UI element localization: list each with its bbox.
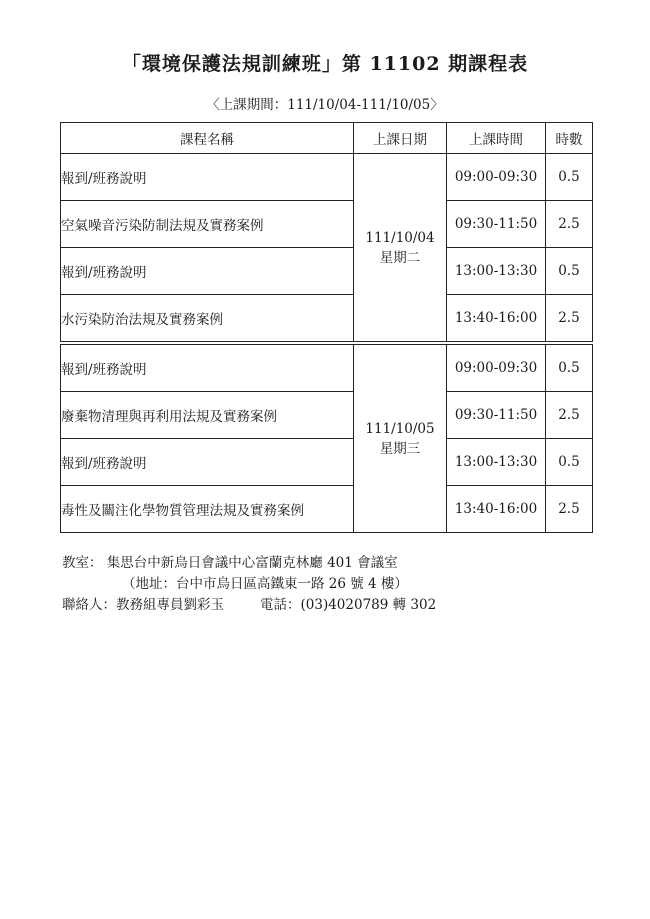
weekday: 星期二 [379,249,421,266]
course-name: 毒性及關注化學物質管理法規及實務案例 [61,486,354,533]
classroom-label: 教室： [62,555,103,571]
course-period: 〈上課期間：111/10/04-111/10/05〉 [206,97,444,113]
table-header-row [61,123,593,154]
session-time: 09:30-11:50 [447,201,546,248]
session-time: 13:00-13:30 [447,248,546,295]
session-time: 09:00-09:30 [447,154,546,201]
session-hours: 0.5 [546,154,593,201]
contact-line [62,595,436,616]
phone-value: (03)4020789 轉 302 [300,597,437,613]
weekday: 星期三 [379,440,421,457]
table-row [61,201,593,248]
session-time: 13:40-16:00 [447,486,546,533]
session-hours: 0.5 [546,439,593,486]
classroom-value: 集思台中新烏日會議中心富蘭克林廳 401 會議室 [106,555,398,571]
date: 111/10/04 [365,229,435,246]
page-title: 「環境保護法規訓練班」第 11102 期課程表 [121,53,529,75]
address-line [62,574,436,595]
phone-label: 電話： [260,597,301,613]
course-name: 廢棄物清理與再利用法規及實務案例 [61,392,354,439]
course-name: 報到/班務說明 [61,154,354,201]
session-hours: 2.5 [546,295,593,344]
header-hours: 時數 [546,123,593,154]
session-time: 13:40-16:00 [447,295,546,344]
table-row [61,439,593,486]
date: 111/10/05 [365,420,435,437]
contact-value: 教務組專員劉彩玉 [116,597,224,613]
table-row [61,248,593,295]
footer-info [62,553,436,616]
course-name: 空氣噪音污染防制法規及實務案例 [61,201,354,248]
table-row [61,295,593,344]
course-name: 報到/班務說明 [61,248,354,295]
contact-label: 聯絡人： [62,597,116,613]
header-course-name: 課程名稱 [61,123,354,154]
table-row [61,154,593,201]
session-time: 09:00-09:30 [447,343,546,392]
day-date-cell [354,154,447,344]
header-time: 上課時間 [447,123,546,154]
session-hours: 2.5 [546,486,593,533]
session-time: 09:30-11:50 [447,392,546,439]
course-name: 水污染防治法規及實務案例 [61,295,354,344]
session-hours: 0.5 [546,248,593,295]
header-date: 上課日期 [354,123,447,154]
address-value: （地址：台中市烏日區高鐵東一路 26 號 4 樓） [122,576,408,592]
day-date-cell [354,343,447,533]
session-time: 13:00-13:30 [447,439,546,486]
course-name: 報到/班務說明 [61,439,354,486]
session-hours: 2.5 [546,201,593,248]
table-row [61,343,593,392]
schedule-table [60,122,593,533]
table-row [61,486,593,533]
table-row [61,392,593,439]
session-hours: 2.5 [546,392,593,439]
classroom-line [62,553,436,574]
course-name: 報到/班務說明 [61,343,354,392]
session-hours: 0.5 [546,343,593,392]
